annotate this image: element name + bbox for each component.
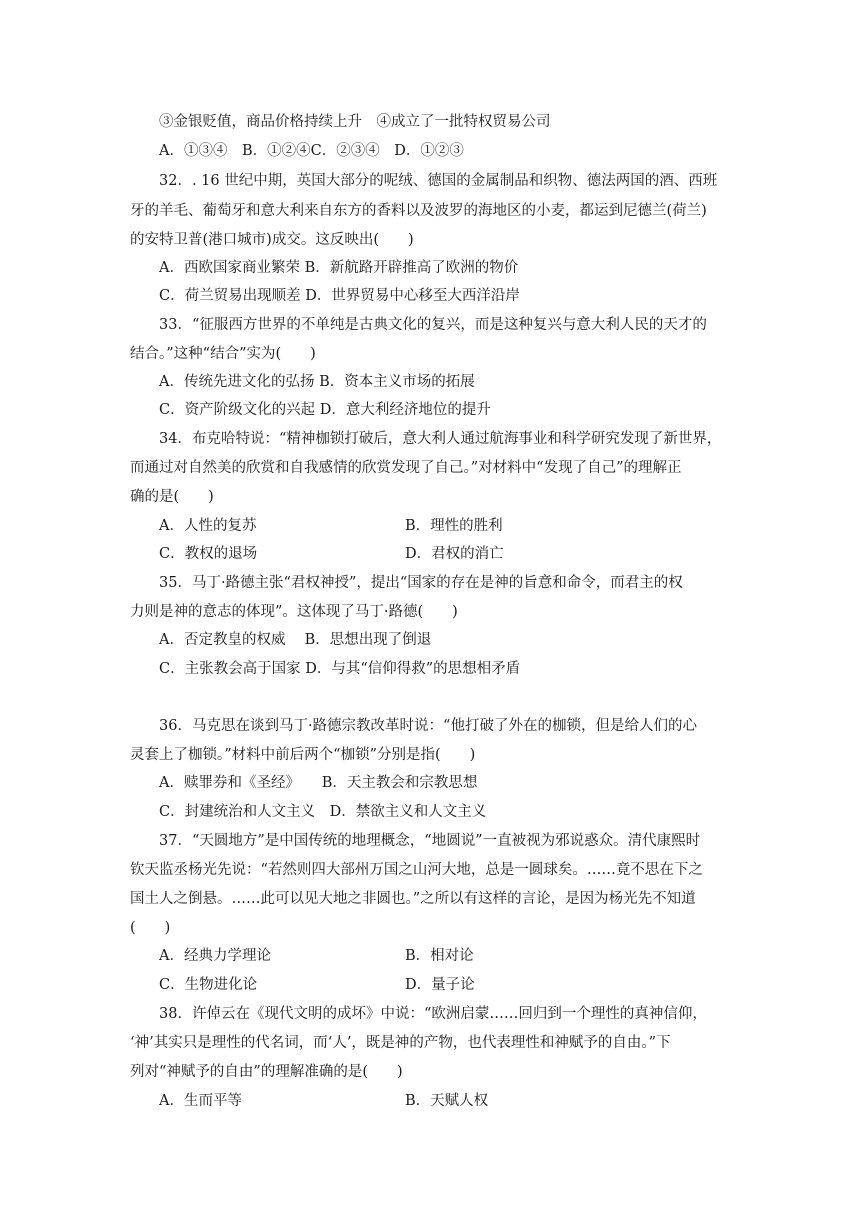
q32-stem-line-1: 32．. 16 世纪中期，英国大部分的呢绒、德国的金属制品和织物、德法两国的酒、西班 (159, 173, 718, 189)
q33-stem-line-2: 结合。”这种“结合”实为( ) (130, 346, 316, 362)
q33-options-line-2: C．资产阶级文化的兴起 D．意大利经济地位的提升 (159, 402, 491, 418)
q36-options-line-2: C．封建统治和人文主义 D．禁欲主义和人文主义 (159, 804, 487, 820)
q34-stem-line-2: 而通过对自然美的欣赏和自我感情的欣赏发现了自己。”对材料中“发现了自己”的理解正 (130, 460, 682, 476)
q37-stem-line-2: 钦天监丞杨光先说：“若然则四大部州万国之山河大地，总是一圆球矣。……竟不思在下之 (130, 862, 703, 878)
q38-option-b: B．天赋人权 (405, 1093, 489, 1109)
q34-option-d: D．君权的消亡 (405, 546, 504, 562)
q35-stem-line-2: 力则是神的意志的体现”。这体现了马丁·路德( ) (130, 604, 458, 620)
q37-stem-line-3: 国土人之倒悬。……此可以见大地之非圆也。”之所以有这样的言论，是因为杨光先不知道 (130, 891, 696, 907)
q34-option-a: A．人性的复苏 (159, 518, 257, 534)
q32-stem-line-3: 的安特卫普(港口城市)成交。这反映出( ) (130, 232, 414, 248)
q31-statement-line: ③金银贬值，商品价格持续上升 ④成立了一批特权贸易公司 (159, 114, 551, 130)
q38-stem-line-1: 38．许倬云在《现代文明的成坏》中说：“欧洲启蒙……回归到一个理性的真神信仰， (159, 1006, 707, 1022)
q31-options: A．①③④ B．①②④C．②③④ D．①②③ (159, 143, 464, 159)
q36-stem-line-1: 36．马克思在谈到马丁·路德宗教改革时说：“他打破了外在的枷锁，但是给人们的心 (159, 718, 697, 734)
q32-options-line-2: C．荷兰贸易出现顺差 D．世界贸易中心移至大西洋沿岸 (159, 288, 520, 304)
q37-option-d: D．量子论 (405, 977, 475, 993)
q37-option-a: A．经典力学理论 (159, 948, 271, 964)
q34-option-b: B．理性的胜利 (405, 518, 503, 534)
q37-stem-line-4: ( ) (130, 920, 171, 936)
q35-stem-line-1: 35．马丁·路德主张“君权神授”，提出“国家的存在是神的旨意和命令，而君主的权 (159, 575, 683, 591)
q34-stem-line-3: 确的是( ) (130, 489, 214, 505)
q38-option-a: A．生而平等 (159, 1093, 242, 1109)
q32-options-line-1: A．西欧国家商业繁荣 B．新航路开辟推高了欧洲的物价 (159, 260, 519, 276)
q36-stem-line-2: 灵套上了枷锁。”材料中前后两个“枷锁”分别是指( ) (130, 747, 476, 763)
q33-stem-line-1: 33．“征服西方世界的不单纯是古典文化的复兴，而是这种复兴与意大利人民的天才的 (159, 317, 707, 333)
q36-options-line-1: A．赎罪券和《圣经》 B．天主教会和宗教思想 (159, 775, 478, 791)
q34-stem-line-1: 34．布克哈特说：“精神枷锁打破后，意大利人通过航海事业和科学研究发现了新世界， (159, 431, 722, 447)
q38-stem-line-3: 列对“神赋予的自由”的理解准确的是( ) (130, 1064, 403, 1080)
q38-stem-line-2: ‘神’其实只是理性的代名词，而‘人’，既是神的产物，也代表理性和神赋予的自由。”下 (130, 1035, 671, 1051)
q34-option-c: C．教权的退场 (159, 546, 258, 562)
q37-option-b: B．相对论 (405, 948, 474, 964)
q37-option-c: C．生物进化论 (159, 977, 258, 993)
q35-options-line-1: A．否定教皇的权威 B．思想出现了倒退 (159, 632, 432, 648)
q33-options-line-1: A．传统先进文化的弘扬 B．资本主义市场的拓展 (159, 374, 475, 390)
q32-stem-line-2: 牙的羊毛、葡萄牙和意大利来自东方的香料以及波罗的海地区的小麦，都运到尼德兰(荷兰) (130, 203, 707, 219)
q35-options-line-2: C．主张教会高于国家 D．与其“信仰得救”的思想相矛盾 (159, 661, 521, 677)
q37-stem-line-1: 37．“天圆地方”是中国传统的地理概念，“地圆说”一直被视为邪说惑众。清代康熙时 (159, 833, 701, 849)
